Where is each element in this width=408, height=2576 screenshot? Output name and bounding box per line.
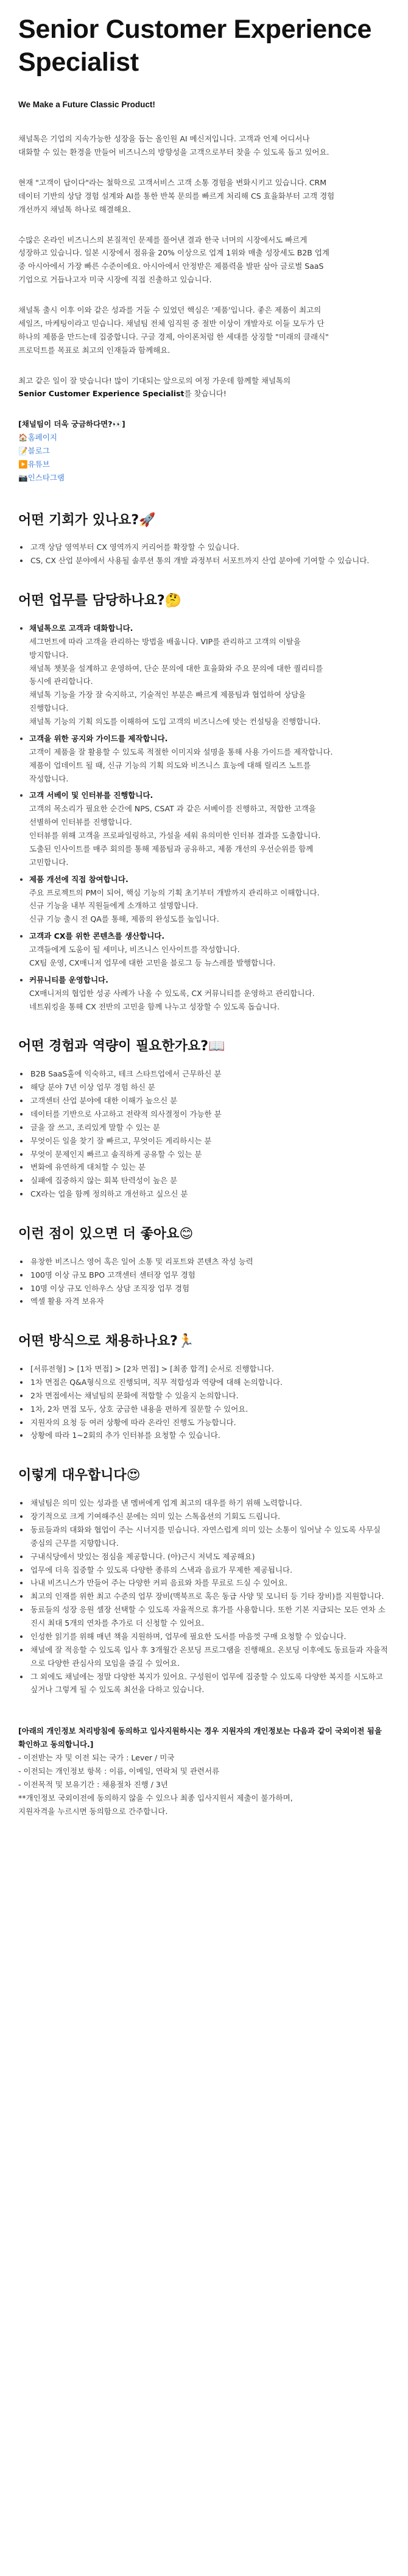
process-section	[18, 1332, 390, 1442]
duty-body	[29, 745, 390, 786]
duty-title: • 제품 개선에 직접 참여합니다.	[29, 874, 128, 884]
duty-line: 신규 기능을 내부 직원들에게 소개하고 설명합니다.	[29, 901, 199, 911]
list-item: • 유창한 비즈니스 영어 혹은 일어 소통 및 리포트와 콘텐츠 작성 능력	[29, 1255, 390, 1268]
intro-line: 현재 "고객이 답이다"라는 철학으로 고객서비스 고객 소통 경험을 변화시키고 있습니다. CRM	[18, 177, 327, 187]
duty-title: • 고객을 위한 공지와 가이드를 제작합니다.	[29, 733, 168, 743]
duties-section	[18, 592, 390, 1013]
benefits-section	[18, 1467, 390, 1696]
list-item: • 1차, 2차 면접 모두, 상호 궁금한 내용을 편하게 질문할 수 있어요.	[29, 1403, 390, 1416]
link-item	[18, 458, 390, 471]
duty-title: • 고객 서베이 및 인터뷰를 진행합니다.	[29, 791, 153, 800]
list-item: • 업무에 더욱 집중할 수 있도록 다양한 종류의 스낵과 음료가 무제한 제공됩니다.	[29, 1564, 390, 1577]
list-item: • 그 외에도 채널에는 정말 다양한 복지가 있어요. 구성원이 업무에 집중할 수 있도록 다양한 복지를 시도하고 싶거나 그렇게 될 수 있도록 최선을 다하고 있습니다.	[29, 1670, 390, 1697]
duties-heading: 어떤 업무를 담당하나요?🤔	[18, 593, 181, 609]
intro-line: 성장하고 있습니다. 일본 시장에서 점유율 20% 이상으로 업계 1위와 매출 성장세도 B2B 업계	[18, 248, 329, 258]
list-item: • 변화에 유연하게 대처할 수 있는 분	[29, 1161, 390, 1174]
privacy-notice-head: [아래의 개인정보 처리방침에 동의하고 입사지원하시는 경우 지원자의 개인정보는 다음과 같이 국외이전 됨을 확인하고 동의합니다.]	[18, 1726, 382, 1749]
list-item: • 100명 이상 규모 BPO 고객센터 센터장 업무 경험	[29, 1268, 390, 1282]
list-item: • 2차 면접에서는 채널팀의 문화에 적합할 수 있을지 논의합니다.	[29, 1389, 390, 1403]
closing-paragraph	[18, 374, 390, 401]
duty-line: 동시에 관리합니다.	[29, 677, 93, 686]
intro-line: 개선까지 채널톡 하나로 해결해요.	[18, 204, 131, 214]
privacy-notice-lines	[18, 1751, 390, 1818]
list-item: • 고객센터 산업 분야에 대한 이해가 높으신 분	[29, 1094, 390, 1108]
list-item: • CX라는 업을 함께 정의하고 개선하고 싶으신 분	[29, 1187, 390, 1201]
duty-line: 채널톡 기능의 기획 의도를 이해하여 도입 고객의 비즈니스에 맞는 컨설팅을 진행합니다.	[29, 717, 321, 727]
privacy-notice-line: - 이전목적 및 보유기간 : 채용절차 진행 / 3년	[18, 1779, 168, 1789]
list-item: • 동료들의 성장 응원 셀장 선택할 수 있도록 자율적으로 휴가를 사용합니다. 또한 기본 지급되는 모든 연차 소진시 최대 5개의 연차를 추가로 더 신청할 수 있어요.	[29, 1603, 390, 1630]
intro-line: 하나의 제품을 만드는데 집중합니다. 구글 경제, 아이폰처럼 한 세대를 상징할 "미래의 클래식"	[18, 332, 329, 341]
duty-title: • 커뮤니티를 운영합니다.	[29, 975, 108, 984]
intro-section	[18, 132, 390, 357]
duty-item	[29, 873, 390, 927]
duty-line: 작성합니다.	[29, 774, 69, 783]
duty-line: 채널톡 기능을 가장 잘 숙지하고, 기술적인 부분은 빠르게 제품팀과 협업하여 상담을	[29, 690, 306, 700]
duty-body	[29, 802, 390, 869]
list-item: • 엑셀 활용 자격 보유자	[29, 1295, 390, 1308]
duty-body	[29, 987, 390, 1014]
duty-item	[29, 732, 390, 786]
link-0[interactable]: 홈페이지	[27, 433, 57, 443]
intro-line: 대화할 수 있는 환경을 만들어 비즈니스의 방향성을 고객으로부터 찾을 수 있도록 돕고 있어요.	[18, 148, 329, 157]
list-item: • [서류전형] > [1차 면접] > [2차 면접] > [최종 합격] 순서로 진행합니다.	[29, 1362, 390, 1376]
privacy-notice	[18, 1721, 390, 1818]
page-subtitle: We Make a Future Classic Product!	[18, 99, 155, 109]
duty-line: 세그먼트에 따라 고객을 관리하는 방법을 배웁니다. VIP를 관리하고 고객의 이탈을	[29, 636, 301, 646]
experience-heading: 어떤 경험과 역량이 필요한가요?📖	[18, 1039, 225, 1055]
intro-line: 프로덕트를 목표로 최고의 인재들과 함께해요.	[18, 345, 171, 355]
link-icon: 📷	[18, 472, 28, 482]
benefits-heading: 이렇게 대우합니다😍	[18, 1468, 141, 1484]
duty-line: 제품이 업데이트 될 때, 신규 기능의 기획 의도와 비즈니스 효능에 대해 릴리즈 노트를	[29, 760, 311, 770]
list-item: • 1차 면접은 Q&A형식으로 진행되며, 직무 적합성과 역량에 대해 논의합니다.	[29, 1376, 390, 1389]
intro-line: 데이터 기반의 상담 경험 설계와 AI를 통한 반복 문의를 빠르게 처리해 CS 효율화부터 고객 경험	[18, 191, 335, 201]
list-item: • 10명 이상 규모 인하우스 상담 조직장 업무 경험	[29, 1282, 390, 1295]
role-name: Senior Customer Experience Specialist	[18, 389, 185, 399]
link-item	[18, 471, 390, 485]
intro-line: 수많은 온라인 비즈니스의 본질적인 문제를 풀어낸 결과 한국 너머의 시장에서도 빠르게	[18, 235, 308, 244]
duty-title: • 고객과 CX를 위한 콘텐츠를 생산합니다.	[29, 931, 165, 941]
duty-line: 도출된 인사이트를 매주 회의를 통해 제품팀과 공유하고, 제품 개선의 우선순위를 함께	[29, 844, 314, 853]
links-section	[18, 418, 390, 484]
intro-line: 중 아시아에서 가장 빠른 수준이에요. 아시아에서 안정받은 제품력을 발판 삼아 글로벌 SaaS	[18, 262, 324, 271]
closing-line: 최고 같은 일이 잘 맞습니다! 많이 기대되는 앞으로의 여정 가운데 함께할 채널톡의	[18, 375, 291, 385]
intro-line: 기업으로 거듭나고자 미국 시장에 직접 진출하고 있습니다.	[18, 275, 212, 285]
duty-line: 방지합니다.	[29, 650, 69, 660]
duty-body	[29, 943, 390, 970]
closing-tail: 를 찾습니다!	[184, 389, 227, 399]
process-heading: 어떤 방식으로 채용하나요?🏃	[18, 1334, 195, 1350]
intro-line: 세일즈, 마케팅이라고 믿습니다. 채널팀 전체 임직원 중 절반 이상이 개발자로 이들 모두가 단	[18, 318, 325, 328]
duties-list	[18, 622, 390, 1014]
intro-line: 채널톡 출시 이후 이와 같은 성과를 거둘 수 있었던 핵심은 '제품'입니다. 좋은 제품이 최고의	[18, 305, 322, 315]
list-item: • CS, CX 산업 분야에서 사용될 솔루션 통의 개발 과정부터 서포트까지 산업 분야에 기여할 수 있습니다.	[29, 554, 390, 568]
list-item: • 장기적으로 크게 기여해주신 분에는 의미 있는 스톡옵션의 기회도 드립니다.	[29, 1510, 390, 1523]
list-item: • 해당 분야 7년 이상 업무 경험 하신 분	[29, 1081, 390, 1094]
opportunity-list	[18, 541, 390, 568]
duty-title: • 채널톡으로 고객과 대화합니다.	[29, 623, 133, 633]
experience-section	[18, 1037, 390, 1201]
duty-item	[29, 930, 390, 970]
link-icon: ▶️	[18, 459, 28, 469]
duty-line: 선별하여 인터뷰를 진행합니다.	[29, 817, 132, 827]
duty-line: CX매니저의 협업한 성공 사례가 나올 수 있도록, CX 커뮤니티를 운영하고 관리합니다.	[29, 988, 315, 998]
list-item: • 데이터를 기반으로 사고하고 전략적 의사결정이 가능한 분	[29, 1108, 390, 1121]
duty-body	[29, 886, 390, 927]
list-item: • 고객 상담 영역부터 CX 영역까지 커리어를 확장할 수 있습니다.	[29, 541, 390, 554]
intro-paragraph	[18, 176, 390, 216]
link-2[interactable]: 유튜브	[27, 459, 50, 469]
duty-item	[29, 789, 390, 869]
list-item: • 나내 비즈니스가 만들어 주는 다양한 커피 음료와 차를 무료로 드실 수 있어요.	[29, 1576, 390, 1590]
link-item	[18, 431, 390, 444]
duty-item	[29, 973, 390, 1014]
list-item: • 무엇이든 일을 찾기 잘 빠르고, 무엇이든 게리하시는 분	[29, 1134, 390, 1148]
privacy-notice-line: - 이전받는 자 및 이전 되는 국가 : Lever / 미국	[18, 1753, 175, 1763]
intro-line: 채널톡은 기업의 지속가능한 성장을 돕는 올인원 AI 메신저입니다. 고객과 언제 어디서나	[18, 134, 310, 144]
intro-paragraph	[18, 233, 390, 287]
duty-line: 진행합니다.	[29, 703, 69, 713]
list-item: • 글을 잘 쓰고, 조리있게 말할 수 있는 분	[29, 1121, 390, 1134]
link-1[interactable]: 블로그	[27, 446, 50, 455]
duty-line: 인터뷰를 위해 고객을 프로파일링하고, 가설을 세워 유의미한 인터뷰 결과를 도출합니다.	[29, 831, 321, 841]
list-item: • 채널팀은 의미 있는 성과를 낸 멤버에게 업계 최고의 대우를 하기 위해 노력합니다.	[29, 1496, 390, 1510]
duty-item	[29, 622, 390, 728]
benefits-list	[18, 1496, 390, 1696]
list-item: • 상황에 따라 1~2회의 추가 인터뷰를 요청할 수 있습니다.	[29, 1429, 390, 1442]
list-item: • 인성한 읽기를 위해 매년 책을 지원하며, 업무에 필요한 도서를 마음껏 구매 요청할 수 있습니다.	[29, 1630, 390, 1643]
list-item: • 지원자의 요청 등 여러 상황에 따라 온라인 진행도 가능합니다.	[29, 1416, 390, 1429]
plus-section	[18, 1225, 390, 1308]
privacy-notice-line: **개인정보 국외이전에 동의하지 않을 수 있으나 최종 입사지원서 제출이 불가하며,	[18, 1793, 293, 1802]
privacy-notice-line: - 이전되는 개인정보 항목 : 이름, 이메일, 연락처 및 관련서류	[18, 1766, 220, 1776]
link-item	[18, 444, 390, 458]
links-list	[18, 431, 390, 485]
duty-line: 고객이 제품을 잘 활용할 수 있도록 적절한 이미지와 설명을 통해 사용 가이드를 제작합니다.	[29, 747, 333, 756]
duty-line: 고객들에게 도움이 될 세미나, 비즈니스 인사이트를 작성합니다.	[29, 945, 240, 955]
plus-heading: 이런 점이 있으면 더 좋아요😊	[18, 1226, 194, 1242]
opportunity-section	[18, 511, 390, 568]
plus-list	[18, 1255, 390, 1309]
duty-line: 네트워킹을 통해 CX 전반의 고민을 함께 나누고 성장할 수 있도록 돕습니다.	[29, 1002, 280, 1011]
list-item: • 실패에 집중하지 않는 회복 탄력성이 높은 분	[29, 1174, 390, 1187]
list-item: • 채널에 잘 적응할 수 있도록 입사 후 3개월간 온보딩 프로그램을 진행해요. 온보딩 이후에도 동료들과 자율적으로 다양한 관심사의 모임을 즐길 수 있어요.	[29, 1643, 390, 1670]
list-item: • B2B SaaS홀에 익숙하고, 테크 스타트업에서 근무하신 분	[29, 1067, 390, 1081]
link-icon: 🏠	[18, 433, 28, 443]
duty-line: CX팀 운영, CX매니저 업무에 대한 고민을 블로그 등 뉴스레를 발행합니다.	[29, 958, 276, 967]
duty-line: 신규 기능 출시 전 QA를 통해, 제품의 완성도를 높입니다.	[29, 914, 219, 924]
page-title: Senior Customer Experience Specialist	[18, 15, 372, 77]
duty-body	[29, 635, 390, 728]
list-item: • 무엇이 문제인지 빠르고 솔직하게 공유할 수 있는 분	[29, 1148, 390, 1161]
opportunity-heading: 어떤 기회가 있나요?🚀	[18, 512, 156, 528]
privacy-notice-line: 지원자격을 누르시면 동의함으로 간주합니다.	[18, 1806, 168, 1816]
duty-line: 고객의 목소리가 필요한 순간에 NPS, CSAT 과 같은 서베이를 진행하고, 적합한 고객을	[29, 804, 316, 814]
process-list	[18, 1362, 390, 1442]
list-item: • 구내식당에서 맛있는 점심을 제공합니다. (아)근시 저녁도 제공해요)	[29, 1550, 390, 1564]
duty-line: 채널톡 챗봇을 설계하고 운영하여, 단순 문의에 대한 효율화와 주요 문의에 대한 퀄리티를	[29, 663, 323, 673]
link-icon: 📝	[18, 446, 28, 455]
intro-paragraph	[18, 304, 390, 357]
duty-line: 주요 프로젝트의 PM이 되어, 핵심 기능의 기획 초기부터 개발까지 관리하고 이해합니다.	[29, 888, 320, 897]
duty-line: 고민합니다.	[29, 857, 69, 867]
experience-list	[18, 1067, 390, 1201]
links-title: [채널팀이 더욱 궁금하다면?👀]	[18, 419, 125, 429]
intro-paragraph	[18, 132, 390, 159]
list-item: • 동료들과의 대화와 협업이 주는 시너지를 믿습니다. 자연스럽게 의미 있는 소통이 일어날 수 있도록 사무실 중심의 근무를 지향합니다.	[29, 1523, 390, 1550]
link-3[interactable]: 인스타그램	[27, 472, 65, 482]
list-item: • 최고의 인재를 위한 최고 수준의 업무 장비(맥북프로 혹은 동급 사양 및 모니터 등 기타 장비)를 지원합니다.	[29, 1590, 390, 1603]
